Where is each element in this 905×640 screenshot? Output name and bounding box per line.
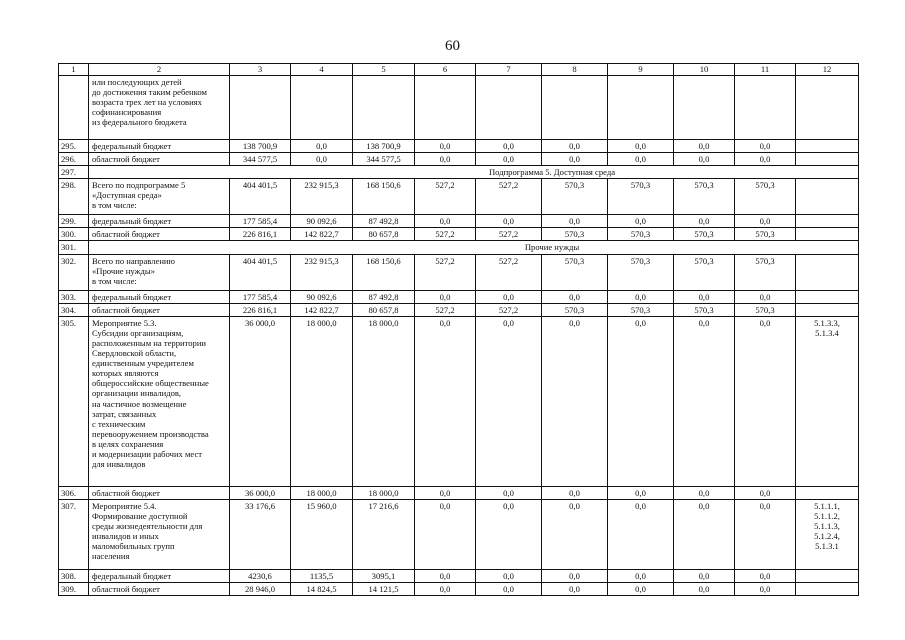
value-cell: 527,2 <box>415 254 476 290</box>
value-cell: 138 700,9 <box>353 140 415 153</box>
target-reference <box>796 215 859 228</box>
value-cell: 527,2 <box>476 254 542 290</box>
table-row <box>59 179 859 215</box>
value-cell: 570,3 <box>735 179 796 215</box>
value-cell: 570,3 <box>735 303 796 316</box>
value-cell: 0,0 <box>476 582 542 595</box>
value-cell: 404 401,5 <box>230 254 291 290</box>
value-cell: 0,0 <box>415 215 476 228</box>
value-cell: 80 657,8 <box>353 303 415 316</box>
value-cell: 226 816,1 <box>230 228 291 241</box>
value-cell: 142 822,7 <box>291 228 353 241</box>
value-cell: 0,0 <box>415 582 476 595</box>
value-cell: 0,0 <box>608 316 674 486</box>
value-cell: 0,0 <box>735 153 796 166</box>
value-cell: 0,0 <box>735 486 796 499</box>
value-cell: 232 915,3 <box>291 254 353 290</box>
column-header: 5 <box>353 64 415 76</box>
table-row <box>59 215 859 228</box>
value-cell: 18 000,0 <box>291 316 353 486</box>
column-header: 11 <box>735 64 796 76</box>
value-cell: 570,3 <box>674 303 735 316</box>
value-cell: 404 401,5 <box>230 179 291 215</box>
target-reference <box>796 486 859 499</box>
value-cell: 570,3 <box>735 228 796 241</box>
column-header: 4 <box>291 64 353 76</box>
value-cell: 142 822,7 <box>291 303 353 316</box>
column-header: 6 <box>415 64 476 76</box>
value-cell: 14 121,5 <box>353 582 415 595</box>
row-number: 309. <box>59 582 89 595</box>
row-number: 296. <box>59 153 89 166</box>
target-reference <box>796 569 859 582</box>
value-cell: 0,0 <box>674 215 735 228</box>
row-label: областной бюджет <box>89 582 230 595</box>
value-cell: 570,3 <box>674 179 735 215</box>
value-cell: 344 577,5 <box>353 153 415 166</box>
value-cell: 0,0 <box>542 499 608 569</box>
value-cell: 527,2 <box>476 179 542 215</box>
value-cell: 0,0 <box>415 499 476 569</box>
column-header: 12 <box>796 64 859 76</box>
value-cell: 3095,1 <box>353 569 415 582</box>
value-cell: 0,0 <box>674 153 735 166</box>
value-cell: 0,0 <box>476 215 542 228</box>
value-cell <box>291 76 353 140</box>
value-cell: 1135,5 <box>291 569 353 582</box>
value-cell <box>230 76 291 140</box>
row-number: 305. <box>59 316 89 486</box>
column-header: 9 <box>608 64 674 76</box>
value-cell: 36 000,0 <box>230 486 291 499</box>
page-number: 60 <box>445 38 460 54</box>
value-cell: 0,0 <box>674 316 735 486</box>
table-row <box>59 499 859 569</box>
value-cell: 570,3 <box>608 228 674 241</box>
row-label: областной бюджет <box>89 228 230 241</box>
value-cell <box>353 76 415 140</box>
value-cell: 0,0 <box>674 290 735 303</box>
value-cell: 168 150,6 <box>353 254 415 290</box>
section-title: Прочие нужды <box>89 241 859 254</box>
value-cell: 570,3 <box>608 303 674 316</box>
value-cell: 0,0 <box>542 569 608 582</box>
value-cell: 0,0 <box>608 153 674 166</box>
value-cell: 0,0 <box>735 316 796 486</box>
value-cell: 0,0 <box>674 569 735 582</box>
value-cell: 527,2 <box>415 228 476 241</box>
value-cell: 570,3 <box>542 303 608 316</box>
value-cell: 0,0 <box>291 153 353 166</box>
row-number: 306. <box>59 486 89 499</box>
row-label: Всего по направлению «Прочие нужды» в том числе: <box>89 254 230 290</box>
value-cell: 0,0 <box>735 140 796 153</box>
value-cell: 36 000,0 <box>230 316 291 486</box>
value-cell: 177 585,4 <box>230 290 291 303</box>
column-header: 3 <box>230 64 291 76</box>
table-row <box>59 153 859 166</box>
value-cell: 0,0 <box>608 486 674 499</box>
value-cell: 0,0 <box>476 290 542 303</box>
value-cell: 90 092,6 <box>291 215 353 228</box>
value-cell: 0,0 <box>476 316 542 486</box>
value-cell: 0,0 <box>735 582 796 595</box>
section-title: Подпрограмма 5. Доступная среда <box>89 166 859 179</box>
value-cell: 570,3 <box>608 254 674 290</box>
value-cell: 0,0 <box>415 486 476 499</box>
table-row <box>59 140 859 153</box>
value-cell <box>608 76 674 140</box>
row-number: 300. <box>59 228 89 241</box>
row-label: областной бюджет <box>89 153 230 166</box>
target-reference <box>796 290 859 303</box>
column-header: 8 <box>542 64 608 76</box>
table-row <box>59 76 859 140</box>
column-header-row <box>59 64 859 76</box>
value-cell: 527,2 <box>415 179 476 215</box>
table-row <box>59 303 859 316</box>
value-cell: 33 176,6 <box>230 499 291 569</box>
value-cell: 0,0 <box>476 499 542 569</box>
value-cell: 168 150,6 <box>353 179 415 215</box>
value-cell: 570,3 <box>674 228 735 241</box>
row-number: 304. <box>59 303 89 316</box>
value-cell: 4230,6 <box>230 569 291 582</box>
value-cell: 0,0 <box>415 153 476 166</box>
value-cell: 570,3 <box>542 179 608 215</box>
value-cell: 0,0 <box>476 153 542 166</box>
column-header: 10 <box>674 64 735 76</box>
value-cell: 15 960,0 <box>291 499 353 569</box>
row-number: 303. <box>59 290 89 303</box>
value-cell: 0,0 <box>674 582 735 595</box>
row-label: федеральный бюджет <box>89 140 230 153</box>
value-cell: 0,0 <box>415 569 476 582</box>
value-cell: 177 585,4 <box>230 215 291 228</box>
value-cell: 0,0 <box>415 316 476 486</box>
value-cell: 18 000,0 <box>353 316 415 486</box>
column-header: 1 <box>59 64 89 76</box>
value-cell <box>542 76 608 140</box>
value-cell: 0,0 <box>608 499 674 569</box>
value-cell: 570,3 <box>542 228 608 241</box>
value-cell: 0,0 <box>608 569 674 582</box>
row-number: 302. <box>59 254 89 290</box>
row-number <box>59 76 89 140</box>
value-cell: 527,2 <box>415 303 476 316</box>
target-reference <box>796 179 859 215</box>
target-reference <box>796 140 859 153</box>
row-number: 301. <box>59 241 89 254</box>
value-cell: 570,3 <box>542 254 608 290</box>
value-cell: 344 577,5 <box>230 153 291 166</box>
value-cell: 0,0 <box>542 153 608 166</box>
value-cell: 0,0 <box>415 140 476 153</box>
value-cell <box>735 76 796 140</box>
row-label: федеральный бюджет <box>89 215 230 228</box>
value-cell <box>674 76 735 140</box>
value-cell: 138 700,9 <box>230 140 291 153</box>
row-label: Всего по подпрограмме 5 «Доступная среда» в том числе: <box>89 179 230 215</box>
value-cell: 18 000,0 <box>353 486 415 499</box>
value-cell: 0,0 <box>542 290 608 303</box>
column-header: 7 <box>476 64 542 76</box>
value-cell: 0,0 <box>674 140 735 153</box>
budget-table <box>58 63 859 596</box>
value-cell: 527,2 <box>476 228 542 241</box>
row-label: Мероприятие 5.4. Формирование доступной среды жизнедеятельности для инвалидов и иных маломобильных групп населения <box>89 499 230 569</box>
value-cell: 527,2 <box>476 303 542 316</box>
value-cell: 0,0 <box>674 486 735 499</box>
value-cell: 87 492,8 <box>353 290 415 303</box>
row-label: областной бюджет <box>89 303 230 316</box>
row-number: 307. <box>59 499 89 569</box>
value-cell: 0,0 <box>542 140 608 153</box>
value-cell: 232 915,3 <box>291 179 353 215</box>
value-cell: 0,0 <box>608 215 674 228</box>
value-cell: 87 492,8 <box>353 215 415 228</box>
table-row <box>59 290 859 303</box>
row-number: 295. <box>59 140 89 153</box>
value-cell: 0,0 <box>542 582 608 595</box>
value-cell: 0,0 <box>735 290 796 303</box>
table-row <box>59 316 859 486</box>
row-label: областной бюджет <box>89 486 230 499</box>
row-label: федеральный бюджет <box>89 290 230 303</box>
target-reference <box>796 153 859 166</box>
target-reference <box>796 254 859 290</box>
value-cell: 0,0 <box>291 140 353 153</box>
value-cell: 0,0 <box>735 215 796 228</box>
target-reference <box>796 228 859 241</box>
row-number: 308. <box>59 569 89 582</box>
value-cell: 0,0 <box>674 499 735 569</box>
table-row <box>59 486 859 499</box>
row-number: 299. <box>59 215 89 228</box>
table-row <box>59 228 859 241</box>
value-cell: 0,0 <box>415 290 476 303</box>
value-cell: 570,3 <box>674 254 735 290</box>
value-cell: 0,0 <box>476 569 542 582</box>
value-cell: 0,0 <box>735 569 796 582</box>
value-cell: 28 946,0 <box>230 582 291 595</box>
section-row <box>59 166 859 179</box>
target-reference: 5.1.1.1, 5.1.1.2, 5.1.1.3, 5.1.2.4, 5.1.3.1 <box>796 499 859 569</box>
value-cell <box>415 76 476 140</box>
row-label: федеральный бюджет <box>89 569 230 582</box>
value-cell: 0,0 <box>608 290 674 303</box>
row-label: или последующих детей до достижения таким ребенком возраста трех лет на условиях софинансирования из федерального бюджета <box>89 76 230 140</box>
row-label: Мероприятие 5.3. Субсидии организациям, расположенным на территории Свердловской области, единственным учредителем которых являются общероссийские общественные организации инвалидов, на частичное возмещение затрат, связанных с техническим перевооружением производства в целях сохранения и модернизации рабочих мест для инвалидов <box>89 316 230 486</box>
column-header: 2 <box>89 64 230 76</box>
value-cell: 0,0 <box>608 140 674 153</box>
value-cell: 0,0 <box>542 486 608 499</box>
table-row <box>59 254 859 290</box>
value-cell: 0,0 <box>542 215 608 228</box>
target-reference <box>796 582 859 595</box>
target-reference <box>796 303 859 316</box>
value-cell: 570,3 <box>608 179 674 215</box>
value-cell: 90 092,6 <box>291 290 353 303</box>
target-reference: 5.1.3.3, 5.1.3.4 <box>796 316 859 486</box>
value-cell: 0,0 <box>476 140 542 153</box>
value-cell: 0,0 <box>608 582 674 595</box>
table-row <box>59 569 859 582</box>
value-cell: 0,0 <box>476 486 542 499</box>
target-reference <box>796 76 859 140</box>
value-cell: 14 824,5 <box>291 582 353 595</box>
value-cell: 226 816,1 <box>230 303 291 316</box>
value-cell: 18 000,0 <box>291 486 353 499</box>
row-number: 297. <box>59 166 89 179</box>
row-number: 298. <box>59 179 89 215</box>
value-cell: 0,0 <box>735 499 796 569</box>
value-cell: 80 657,8 <box>353 228 415 241</box>
value-cell: 17 216,6 <box>353 499 415 569</box>
value-cell: 0,0 <box>542 316 608 486</box>
table-row <box>59 582 859 595</box>
value-cell <box>476 76 542 140</box>
section-row <box>59 241 859 254</box>
value-cell: 570,3 <box>735 254 796 290</box>
